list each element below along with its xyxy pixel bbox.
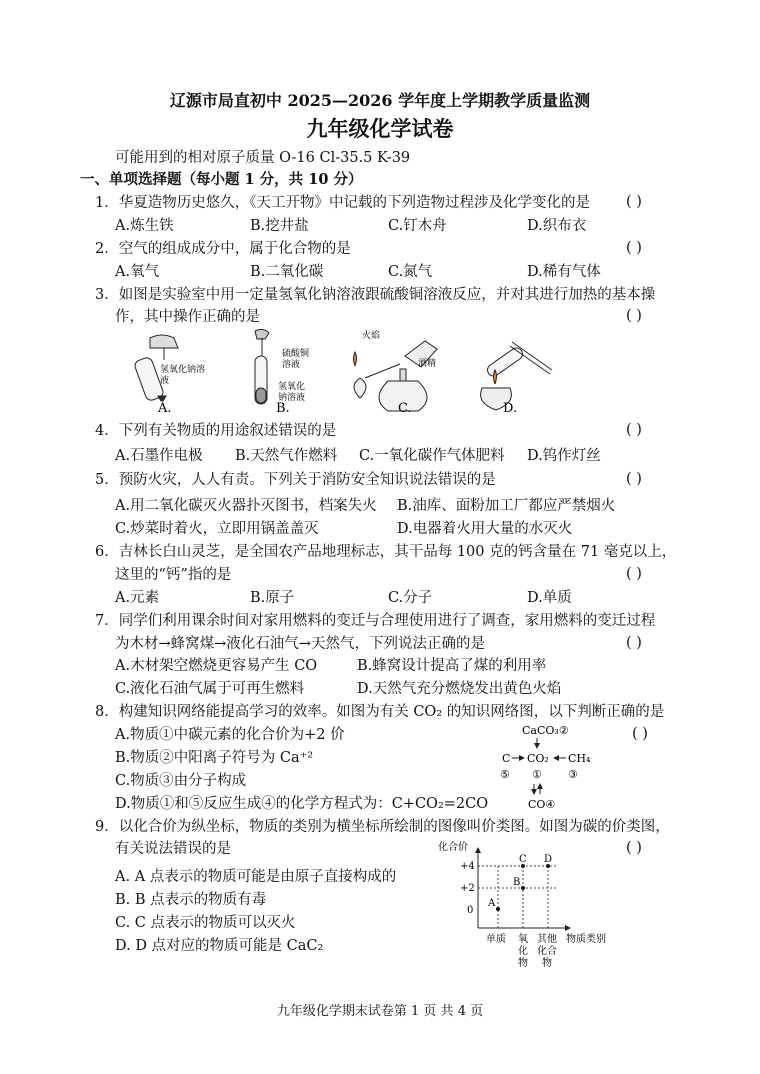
atomic-masses: 可能用到的相对原子质量 O-16 Cl-35.5 K-39 <box>115 150 411 166</box>
exam-title-line2: 九年级化学试卷 <box>306 116 454 141</box>
q4-option-a: A.石墨作电极 <box>115 448 203 464</box>
q6-option-d: D.单质 <box>527 590 572 606</box>
q9-stem-line2: 有关说法错误的是 <box>115 841 231 857</box>
q9-chart-ylabel: 化合价 <box>438 842 468 853</box>
q7-option-c: C.液化石油气属于可再生燃料 <box>115 681 305 697</box>
q3-figure-d-caption: D. <box>503 401 518 416</box>
q5-option-d: D.电器着火用大量的水灭火 <box>397 521 573 537</box>
svg-text:化合: 化合 <box>537 946 557 957</box>
q8-option-c: C.物质③由分子构成 <box>115 773 247 789</box>
q8-stem: 8．构建知识网络能提高学习的效率。如图为有关 CO₂ 的知识网络图，以下判断正确的是 <box>95 704 665 720</box>
q8-node-ch4: CH₄ <box>568 752 591 765</box>
q9-option-d: D. D 点对应的物质可能是 CaC₂ <box>115 938 324 954</box>
svg-text:物: 物 <box>542 958 552 969</box>
q7-stem-line2: 为木材→蜂窝煤→液化石油气→天然气，下列说法正确的是 <box>115 636 485 652</box>
q3-figure-a-caption: A. <box>158 401 172 416</box>
q9-point-b <box>521 886 525 890</box>
q4-option-b: B.天然气作燃料 <box>235 448 338 464</box>
q9-chart-ytick-plus4: +4 <box>460 861 475 872</box>
q3-figure-b-label1: 硫酸铜 <box>282 349 310 359</box>
q3-stem-line1: 3．如图是实验室中用一定量氢氧化钠溶液跟硫酸铜溶液反应，并对其进行加热的基本操 <box>95 287 656 303</box>
q9-chart-ytick-0: 0 <box>467 905 474 916</box>
q3-figure-a-label2: 液 <box>160 376 170 386</box>
q5-option-a: A.用二氧化碳灭火器扑灭图书，档案失火 <box>115 498 377 514</box>
q1-answer-paren: ( ) <box>626 194 642 210</box>
q9-point-c-label: C <box>519 854 527 865</box>
q8-label-3: ③ <box>568 768 578 781</box>
q3-figure-c <box>354 341 438 411</box>
q7-stem-line1: 7．同学们利用课余时间对家用燃料的变迁与合理使用进行了调查，家用燃料的变迁过程 <box>95 613 656 629</box>
q8-node-caco3: CaCO₃② <box>522 724 569 737</box>
q3-figure-c-label1: 火焰 <box>362 331 381 341</box>
q3-figure-b-label3: 氢氧化 <box>278 382 306 392</box>
q2-stem: 2．空气的组成成分中，属于化合物的是 <box>95 241 351 257</box>
q9-option-b: B. B 点表示的物质有毒 <box>115 892 267 908</box>
q6-option-b: B.原子 <box>250 590 295 606</box>
q9-point-a-label: A <box>488 898 496 909</box>
q8-node-co2: CO₂ <box>527 752 549 765</box>
q6-stem-line1: 6．吉林长白山灵芝，是全国农产品地理标志，其干品每 100 克的钙含量在 71 毫克以上， <box>95 544 677 560</box>
q2-option-b: B.二氧化碳 <box>250 264 324 280</box>
q8-option-d: D.物质①和⑤反应生成④的化学方程式为：C+CO₂=2CO <box>115 796 489 812</box>
q2-option-d: D.稀有气体 <box>527 264 601 280</box>
q2-option-c: C.氮气 <box>388 264 433 280</box>
q9-chart-grid <box>478 866 556 928</box>
page-footer: 九年级化学期末试卷第 1 页 共 4 页 <box>276 1004 484 1019</box>
q1-option-d: D.织布衣 <box>527 218 587 234</box>
q8-label-5: ⑤ <box>500 768 510 781</box>
q5-stem: 5．预防火灾，人人有责。下列关于消防安全知识说法错误的是 <box>95 472 496 488</box>
q8-option-a: A.物质①中碳元素的化合价为+2 价 <box>115 727 345 743</box>
q8-co2-knowledge-network <box>494 722 614 812</box>
q3-stem-line2: 作，其中操作正确的是 <box>115 309 260 325</box>
q4-answer-paren: ( ) <box>626 422 642 438</box>
svg-text:物: 物 <box>518 958 528 969</box>
q9-chart-ytick-plus2: +2 <box>460 883 475 894</box>
svg-text:其他: 其他 <box>537 934 557 945</box>
q8-label-1: ① <box>532 768 542 781</box>
q3-figure-b-label2: 溶液 <box>282 360 301 370</box>
q1-option-b: B.挖井盐 <box>250 218 309 234</box>
q9-point-a <box>496 907 500 911</box>
q1-option-c: C.钉木舟 <box>388 218 447 234</box>
svg-text:氧: 氧 <box>518 934 528 945</box>
q8-option-b: B.物质②中阳离子符号为 Ca⁺² <box>115 750 314 766</box>
q8-node-c: C <box>502 752 511 765</box>
q7-option-b: B.蜂窝设计提高了煤的利用率 <box>357 658 547 674</box>
q2-option-a: A.氧气 <box>115 264 160 280</box>
q3-figure-b-label4: 钠溶液 <box>278 393 306 403</box>
q9-answer-paren: ( ) <box>626 840 642 856</box>
q7-option-d: D.天然气充分燃烧发出黄色火焰 <box>357 681 562 697</box>
q9-stem-line1: 9．以化合价为纵坐标，物质的类别为横坐标所绘制的图像叫价类图。如图为碳的价类图， <box>95 819 670 835</box>
q3-figure-c-label2: 酒精 <box>418 359 437 369</box>
q2-answer-paren: ( ) <box>626 240 642 256</box>
q3-experiment-figures <box>110 326 560 416</box>
q9-point-b-label: B <box>513 877 521 888</box>
q4-option-d: D.钨作灯丝 <box>527 448 601 464</box>
q9-xcat-element: 单质 <box>486 934 506 945</box>
q1-stem: 1．华夏造物历史悠久，《天工开物》中记载的下列造物过程涉及化学变化的是 <box>95 195 590 211</box>
q5-answer-paren: ( ) <box>626 471 642 487</box>
exam-title-line1: 辽源市局直初中 2025—2026 学年度上学期教学质量监测 <box>169 91 591 110</box>
q7-answer-paren: ( ) <box>626 635 642 651</box>
q8-answer-paren: ( ) <box>632 726 648 742</box>
q3-figure-b <box>255 329 269 404</box>
q6-option-c: C.分子 <box>388 590 433 606</box>
q4-option-c: C.一氧化碳作气体肥料 <box>359 448 505 464</box>
q6-stem-line2: 这里的“钙”指的是 <box>115 567 232 583</box>
q9-point-d-label: D <box>544 854 553 865</box>
q9-xcat-oxide <box>518 932 528 969</box>
q8-node-co: CO④ <box>528 798 556 811</box>
q6-answer-paren: ( ) <box>626 566 642 582</box>
q3-figure-b-caption: B. <box>276 401 290 416</box>
svg-text:化: 化 <box>518 946 528 957</box>
section-title: 一、单项选择题（每小题 1 分，共 10 分） <box>80 171 363 188</box>
q3-figure-c-caption: C. <box>398 401 412 416</box>
q3-figure-a-label1: 氢氧化钠溶 <box>160 365 206 375</box>
q1-option-a: A.炼生铁 <box>115 218 174 234</box>
q7-option-a: A.木材架空燃烧更容易产生 CO <box>115 658 318 674</box>
q9-valence-class-chart <box>438 838 638 973</box>
q3-figure-d <box>481 342 552 410</box>
q5-option-c: C.炒菜时着火，立即用锅盖盖灭 <box>115 521 319 537</box>
q5-option-b: B.油库、面粉加工厂都应严禁烟火 <box>397 498 616 514</box>
q3-answer-paren: ( ) <box>626 308 642 324</box>
q9-option-c: C. C 点表示的物质可以灭火 <box>115 915 296 931</box>
q9-chart-xlabel: 物质类别 <box>566 934 606 945</box>
q9-xcat-other <box>537 932 557 969</box>
q4-stem: 4．下列有关物质的用途叙述错误的是 <box>95 423 337 439</box>
q6-option-a: A.元素 <box>115 590 160 606</box>
q9-option-a: A. A 点表示的物质可能是由原子直接构成的 <box>115 869 397 885</box>
